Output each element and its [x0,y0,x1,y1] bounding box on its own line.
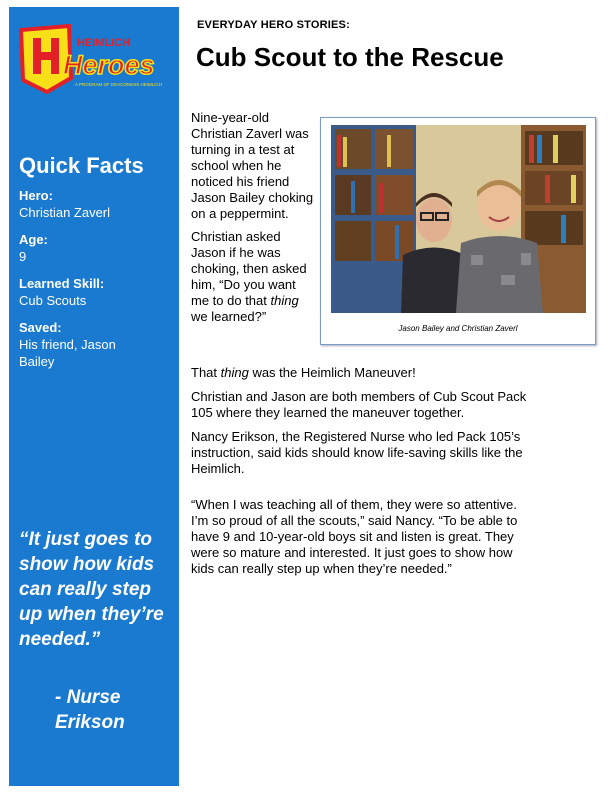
fact-age [19,231,169,265]
body-paragraph-1: Christian and Jason are both members of Cub Scout Pack 105 where they learned the maneuver together. [191,389,527,420]
fact-learned-skill [19,275,169,309]
logo-small-word: HEIMLICH [77,37,131,49]
photo-caption: Jason Bailey and Christian Zaverl [398,324,518,333]
intro-text-b: we learned?” [191,309,267,324]
body-paragraph-3: “When I was teaching all of them, they were so attentive. I’m so proud of all the scouts,” said Nancy. “To be able to have 9 and 10-year-old boys sit and listen is great. They were so mature and interested. It just goes to show how kids can really step up when they’re needed.” [191,497,518,576]
body-paragraph-2: Nancy Erikson, the Registered Nurse who led Pack 105’s instruction, said kids should know life-saving skills like the Heimlich. [191,429,523,476]
intro-text-a: Christian asked Jason if he was choking, then asked him, “Do you want me to do that [191,229,307,308]
fact-saved [19,319,169,370]
fact-value: Cub Scouts [19,293,87,308]
that-thing-pre: That [191,365,221,380]
intro-emphasis: thing [270,293,299,308]
logo-big-word: Heroes [63,50,155,80]
fact-value: 9 [19,249,27,264]
that-thing-post: was the Heimlich Maneuver! [248,365,416,380]
fact-label: Hero: [19,188,53,203]
quote-attribution: - Nurse Erikson [55,687,125,733]
fact-label: Learned Skill: [19,276,105,291]
pull-quote: “It just goes to show how kids can really step up when they’re needed.” [19,529,164,650]
article-title: Cub Scout to the Rescue [196,42,504,72]
fact-hero [19,187,169,221]
fact-label: Saved: [19,320,62,335]
article-body [191,365,531,585]
sidebar [9,7,179,786]
fact-label: Age: [19,232,48,247]
quick-facts-list [19,187,169,380]
fact-value: Christian Zaverl [19,205,111,220]
that-thing-emphasis: thing [220,365,249,380]
intro-column [191,110,316,332]
heimlich-heroes-logo [17,24,172,94]
quick-facts-title: Quick Facts [19,153,144,178]
intro-paragraph-1: Nine-year-old Christian Zaverl was turning in a test at school when he noticed his friend Jason Bailey choking on a peppermint. [191,110,314,221]
photo-two-boys [331,125,586,313]
intro-paragraph-2 [191,229,316,325]
section-kicker: EVERYDAY HERO STORIES: [197,19,350,31]
fact-value: His friend, Jason Bailey [19,337,116,369]
that-thing-paragraph [191,365,531,381]
photo-frame [320,117,596,345]
logo-tagline: A PROGRAM OF DEACONESS HEIMLICH [75,82,163,87]
